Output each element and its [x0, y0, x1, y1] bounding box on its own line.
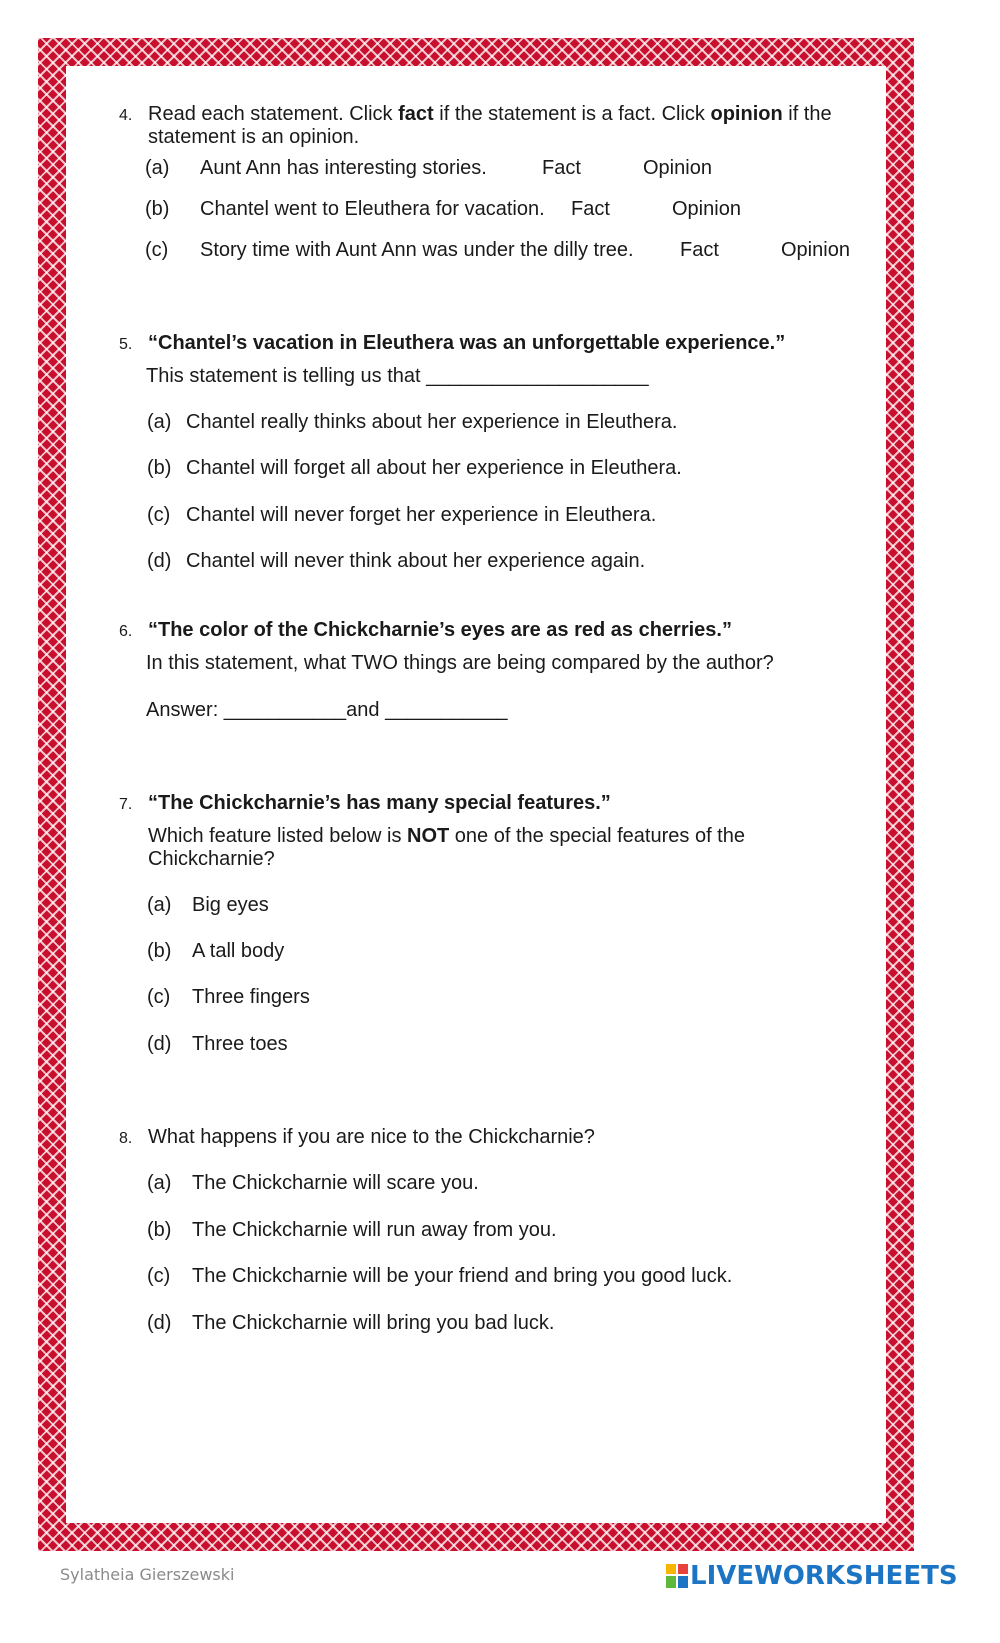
q4a-opinion-button[interactable]: Opinion [643, 157, 712, 179]
q4b-fact-button[interactable]: Fact [571, 198, 610, 220]
q4c-fact-button[interactable]: Fact [680, 239, 719, 261]
q4b-opinion-button[interactable]: Opinion [672, 198, 741, 220]
question-number: 4. [119, 107, 133, 124]
question-number: 8. [119, 1130, 133, 1147]
question-number: 5. [119, 336, 133, 353]
question-4-instructions: Read each statement. Click fact if the statement is a fact. Click opinion if the statement is an opinion. [148, 103, 832, 148]
question-number: 7. [119, 796, 133, 813]
question-7-quote: “The Chickcharnie’s has many special features.” [148, 792, 611, 814]
question-5-quote: “Chantel’s vacation in Eleuthera was an unforgettable experience.” [148, 332, 786, 354]
question-6-quote: “The color of the Chickcharnie’s eyes are as red as cherries.” [148, 619, 732, 641]
q4a-fact-button[interactable]: Fact [542, 157, 581, 179]
question-8-prompt: What happens if you are nice to the Chickcharnie? [148, 1126, 595, 1148]
author-credit: Sylatheia Gierszewski [60, 1565, 235, 1584]
liveworksheets-logo-icon [666, 1564, 688, 1588]
liveworksheets-logo-text: LIVEWORKSHEETS [690, 1561, 958, 1591]
question-number: 6. [119, 623, 133, 640]
q4c-opinion-button[interactable]: Opinion [781, 239, 850, 261]
